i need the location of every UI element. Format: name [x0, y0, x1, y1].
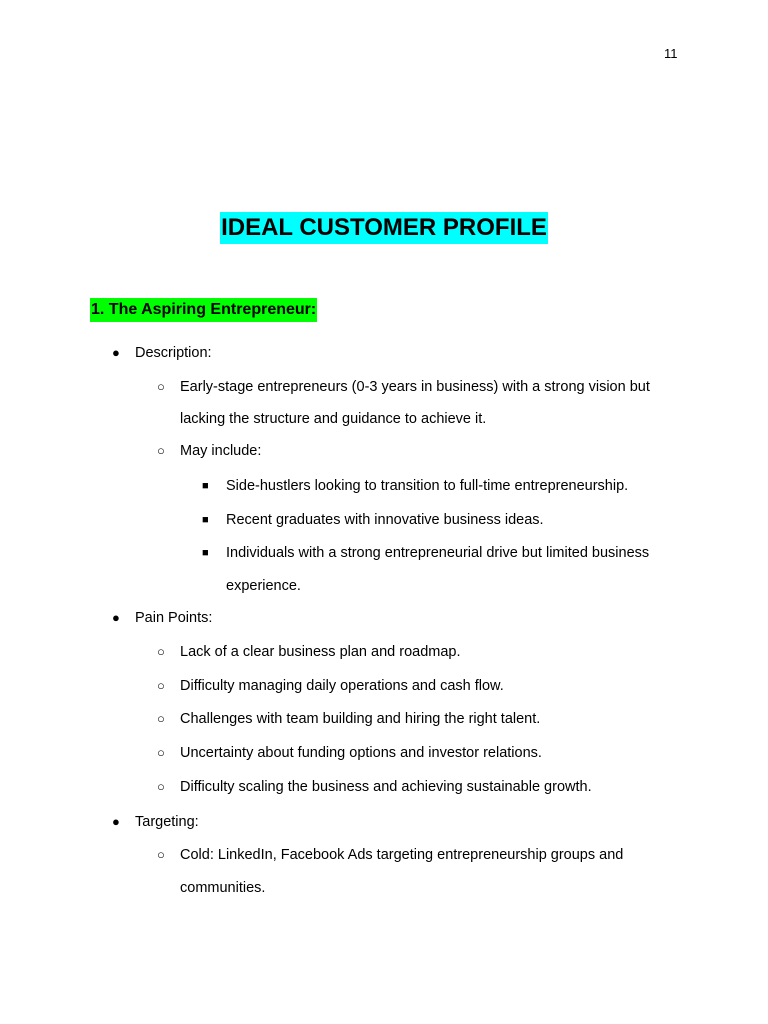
bullet-dot-icon: ●	[112, 814, 120, 829]
list-item: experience.	[226, 578, 301, 594]
bullet-circle-icon: ○	[157, 847, 165, 862]
list-item: Difficulty scaling the business and achieving sustainable growth.	[180, 779, 592, 795]
targeting-label: Targeting:	[135, 814, 199, 830]
list-item: Individuals with a strong entrepreneurial drive but limited business	[226, 545, 650, 561]
bullet-circle-icon: ○	[157, 443, 165, 458]
bullet-circle-icon: ○	[157, 379, 165, 394]
title-container	[0, 212, 768, 244]
targeting-cold-line: Cold: LinkedIn, Facebook Ads targeting entrepreneurship groups and	[180, 847, 624, 863]
description-label: Description:	[135, 345, 212, 361]
bullet-square-icon: ■	[202, 514, 209, 526]
list-item: Challenges with team building and hiring the right talent.	[180, 711, 541, 727]
bullet-square-icon: ■	[202, 547, 209, 559]
list-item: Recent graduates with innovative business ideas.	[226, 512, 544, 528]
targeting-cold-line: communities.	[180, 880, 266, 896]
bullet-dot-icon: ●	[112, 345, 120, 360]
pain-points-label: Pain Points:	[135, 610, 213, 626]
list-item: Difficulty managing daily operations and cash flow.	[180, 678, 504, 694]
section-heading: 1. The Aspiring Entrepreneur:	[90, 298, 317, 322]
bullet-circle-icon: ○	[157, 678, 165, 693]
description-overview-line: Early-stage entrepreneurs (0-3 years in business) with a strong vision but	[180, 379, 650, 395]
list-item: Uncertainty about funding options and investor relations.	[180, 745, 542, 761]
bullet-dot-icon: ●	[112, 610, 120, 625]
bullet-circle-icon: ○	[157, 745, 165, 760]
list-item: Lack of a clear business plan and roadmap.	[180, 644, 461, 660]
may-include-label: May include:	[180, 443, 262, 459]
bullet-circle-icon: ○	[157, 779, 165, 794]
page-title: IDEAL CUSTOMER PROFILE	[220, 212, 548, 244]
page-number: 11	[664, 46, 678, 61]
bullet-circle-icon: ○	[157, 711, 165, 726]
description-overview-line: lacking the structure and guidance to achieve it.	[180, 411, 487, 427]
list-item: Side-hustlers looking to transition to full-time entrepreneurship.	[226, 478, 629, 494]
bullet-square-icon: ■	[202, 480, 209, 492]
bullet-circle-icon: ○	[157, 644, 165, 659]
